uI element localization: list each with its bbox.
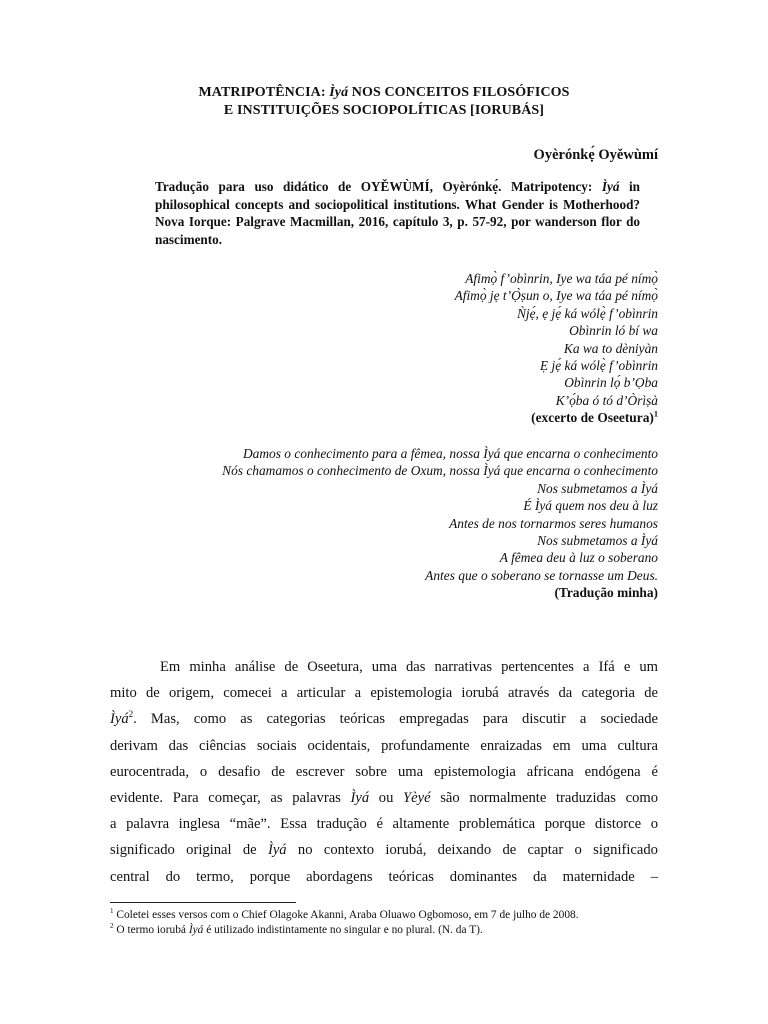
- title-line-1: [110, 84, 658, 102]
- title-line-2: E INSTITUIÇÕES SOCIOPOLÍTICAS [IORUBÁS]: [223, 103, 545, 118]
- intro-italic-term: Ìyá: [601, 179, 620, 194]
- verse-line: Ǹjẹ́, ẹ jẹ́ ká wólẹ̀ f’obìnrin: [516, 305, 658, 321]
- body-line-text: significado original de: [110, 842, 268, 859]
- intro-part-2: Nova Iorque: Palgrave Macmillan, 2016, capítulo 3, p. 57-92, por wanderson flor do nascimento.: [155, 214, 640, 247]
- body-line: mito de origem, comecei a articular a epistemologia iorubá através da categoria de: [110, 685, 658, 702]
- body-line: [110, 837, 658, 863]
- translation-line: Nós chamamos o conhecimento de Oxum, nossa Ìyá que encarna o conhecimento: [222, 463, 658, 479]
- intro-part-1-rest: in philosophical concepts and sociopolitical institutions.: [155, 179, 640, 212]
- verse-source-text: (excerto de Oseetura): [531, 410, 654, 426]
- body-line: Em minha análise de Oseetura, uma das narrativas pertencentes a Ifá e um: [160, 659, 658, 675]
- footnote-1-number: 1: [110, 907, 114, 916]
- body-paragraph: [110, 654, 658, 890]
- translation-note: [155, 178, 640, 248]
- body-line: eurocentrada, o desafio de escrever sobre uma epistemologia africana endógena é: [110, 763, 658, 780]
- author-name: Oyèrónkẹ́ Oyěwùmí: [533, 147, 658, 163]
- body-line-text: evidente. Para começar, as palavras: [110, 790, 351, 807]
- body-line: derivam das ciências sociais ocidentais, profundamente enraizadas em uma cultura: [110, 737, 658, 754]
- body-italic-term: Yèyé: [403, 790, 431, 807]
- translation-line: Damos o conhecimento para a fêmea, nossa Ìyá que encarna o conhecimento: [242, 446, 658, 461]
- title-italic-term: Ìyá: [329, 85, 349, 100]
- body-line-text: . Mas, como as categorias teóricas empregadas para discutir a sociedade: [133, 711, 658, 728]
- footnote-ref-2: 2: [128, 709, 134, 720]
- body-line: central do termo, porque abordagens teóricas dominantes da maternidade –: [110, 868, 658, 885]
- intro-part-1: Tradução para uso didático de OYĚWÙMÍ, Oyèrónkẹ́. Matripotency:: [155, 179, 602, 194]
- verse-line: Afimọ̀ jẹ t’Ọ̀ṣun o, Iye wa táa pé nímọ̀: [454, 288, 658, 304]
- translation-line: Antes de nos tornarmos seres humanos: [449, 515, 658, 531]
- body-italic-term: Ìyá: [110, 711, 129, 728]
- footnote-separator: [110, 902, 296, 903]
- footnote-2-text: O termo iorubá: [113, 923, 189, 936]
- verse-line: Ẹ jẹ́ ká wólẹ̀ f’obìnrin: [539, 358, 658, 374]
- translation-source: (Tradução minha): [554, 585, 658, 601]
- verse-line: K’ọ́ba ó tó d’Òrìṣà: [555, 392, 658, 408]
- body-line-text: no contexto iorubá, deixando de captar o significado: [286, 842, 658, 859]
- footnote-2-italic-term: Ìyá: [188, 923, 204, 936]
- translation-line: Nos submetamos a Ìyá: [537, 533, 658, 549]
- title-line-1-start: MATRIPOTÊNCIA:: [198, 85, 330, 100]
- body-italic-term: Ìyá: [350, 790, 370, 807]
- body-line: [110, 785, 658, 811]
- verse-line: Obìnrin ló bí wa: [569, 323, 658, 339]
- body-line: [110, 706, 658, 732]
- footnote-1: [110, 908, 670, 923]
- document-title: [110, 84, 658, 120]
- title-line-1-rest: NOS CONCEITOS FILOSÓFICOS: [348, 85, 570, 100]
- translation-line: A fêmea deu à luz o soberano: [499, 550, 658, 566]
- body-italic-term: Ìyá: [267, 842, 287, 859]
- footnote-2-number: 2: [110, 921, 114, 930]
- body-line-text: são normalmente traduzidas como: [430, 790, 659, 807]
- verse-line: Ka wa to dèniyàn: [563, 340, 658, 356]
- verse-source: [455, 409, 658, 426]
- body-line-text: ou: [369, 790, 404, 807]
- footnote-ref-1: 1: [653, 409, 658, 419]
- footnote-2: [110, 923, 670, 938]
- verse-line: Afimọ̀ f’obìnrin, Iye wa táa pé nímọ̀: [465, 271, 658, 286]
- translation-line: Antes que o soberano se tornasse um Deus.: [425, 567, 658, 583]
- footnotes: [110, 908, 670, 937]
- yoruba-verse: [455, 270, 658, 427]
- intro-book-title: What Gender is Motherhood?: [464, 196, 640, 212]
- footnote-1-text: Coletei esses versos com o Chief Olagoke Akanni, Araba Oluawo Ogbomoso, em 7 de julho de 2008.: [113, 909, 579, 921]
- body-line: a palavra inglesa “mãe”. Essa tradução é altamente problemática porque distorce o: [110, 816, 658, 833]
- verse-translation: [222, 445, 658, 602]
- footnote-2-text-rest: é utilizado indistintamente no singular e no plural. (N. da T).: [203, 923, 483, 936]
- translation-line: Nos submetamos a Ìyá: [537, 480, 658, 496]
- verse-line: Obìnrin lọ́ b’Ọba: [564, 375, 658, 391]
- translation-line: É Ìyá quem nos deu à luz: [523, 498, 658, 514]
